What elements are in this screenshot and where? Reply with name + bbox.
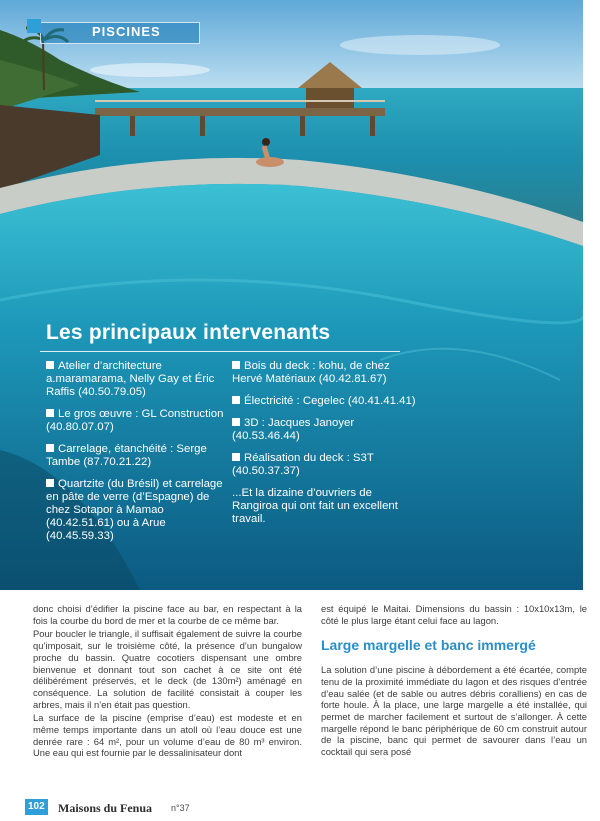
subheading: Large margelle et banc immergé (321, 637, 536, 654)
credit-item: Bois du deck : kohu, de chez Hervé Matériaux (40.42.81.67) (232, 360, 390, 385)
bullet-square-icon (46, 409, 54, 417)
article-column-2 (321, 603, 587, 760)
paragraph: La surface de la piscine (emprise d’eau) est modeste et en même temps importante dans un atoll où l’eau douce est une denrée rare : 64 m², pour un volume d’eau de 80 m³ environ. Une eau qui est fournie par le dessalinisateur dont (33, 712, 302, 759)
page-number: 102 (25, 799, 48, 815)
paragraph: La solution d’une piscine à débordement a été écartée, compte tenu de la proximité immédiate du lagon et des risques d’entrée d’eau salée (et de sable ou autres débris coralliens) en cas de forte houle. À la place, une large margelle a été installée, qui permet de marcher facilement et surtout de s’allonger. À cette margelle répond le banc périphérique de 60 cm construit autour de la piscine, banc qui permet de savourer dans l’eau un cocktail qui sera posé (321, 664, 587, 758)
credits-left-column (46, 360, 231, 552)
bullet-square-icon (46, 444, 54, 452)
section-label: PISCINES (92, 24, 161, 39)
credit-item: Réalisation du deck : S3T (40.50.37.37) (232, 452, 374, 477)
section-marker-square (27, 19, 41, 33)
credit-item: Atelier d’architecture a.maramarama, Nelly Gay et Éric Raffis (40.50.79.05) (46, 360, 215, 398)
credit-item: Carrelage, étanchéité : Serge Tambe (87.70.21.22) (46, 443, 207, 468)
paragraph: est équipé le Maitai. Dimensions du bassin : 10x10x13m, le côté le plus large étant celui face au lagon. (321, 603, 587, 626)
credits-title: Les principaux intervenants (46, 321, 331, 344)
paragraph: Pour boucler le triangle, il suffisait également de suivre la courbe qu’imposait, sur le troisième côté, la présence d’un bungalow proche du bassin. Quatre cocotiers dispensant une ombre bienvenue et donnant tout son cachet à ce site ont été délibérément préservés, et le deck (de 130m²) aménagé en conséquence. La solution de facilité consistait à couper les arbres, mais il n’en était pas question. (33, 628, 302, 710)
credit-item: Quartzite (du Brésil) et carrelage en pâte de verre (d’Espagne) de chez Sotapor à Mamao (40.42.51.61) ou à Arue (40.45.59.33) (46, 478, 223, 542)
credit-item: Électricité : Cegelec (40.41.41.41) (232, 395, 417, 408)
bullet-square-icon (232, 418, 240, 426)
bullet-square-icon (46, 361, 54, 369)
paragraph: donc choisi d’édifier la piscine face au bar, en respectant à la fois la courbe du bord de mer et la courbe de ce même bar. (33, 603, 302, 626)
bullet-square-icon (232, 361, 240, 369)
credits-closing: ...Et la dizaine d’ouvriers de Rangiroa qui ont fait un excellent travail. (232, 487, 398, 525)
credits-rule (40, 351, 400, 352)
credit-item: Le gros œuvre : GL Construction (40.80.07.07) (46, 408, 224, 433)
credits-right-column (232, 360, 417, 526)
credit-item: 3D : Jacques Janoyer (40.53.46.44) (232, 417, 355, 442)
magazine-name: Maisons du Fenua (58, 801, 153, 815)
bullet-square-icon (46, 479, 54, 487)
issue-number: n°37 (171, 803, 190, 813)
article-column-1 (33, 603, 302, 761)
bullet-square-icon (232, 453, 240, 461)
bullet-square-icon (232, 396, 240, 404)
